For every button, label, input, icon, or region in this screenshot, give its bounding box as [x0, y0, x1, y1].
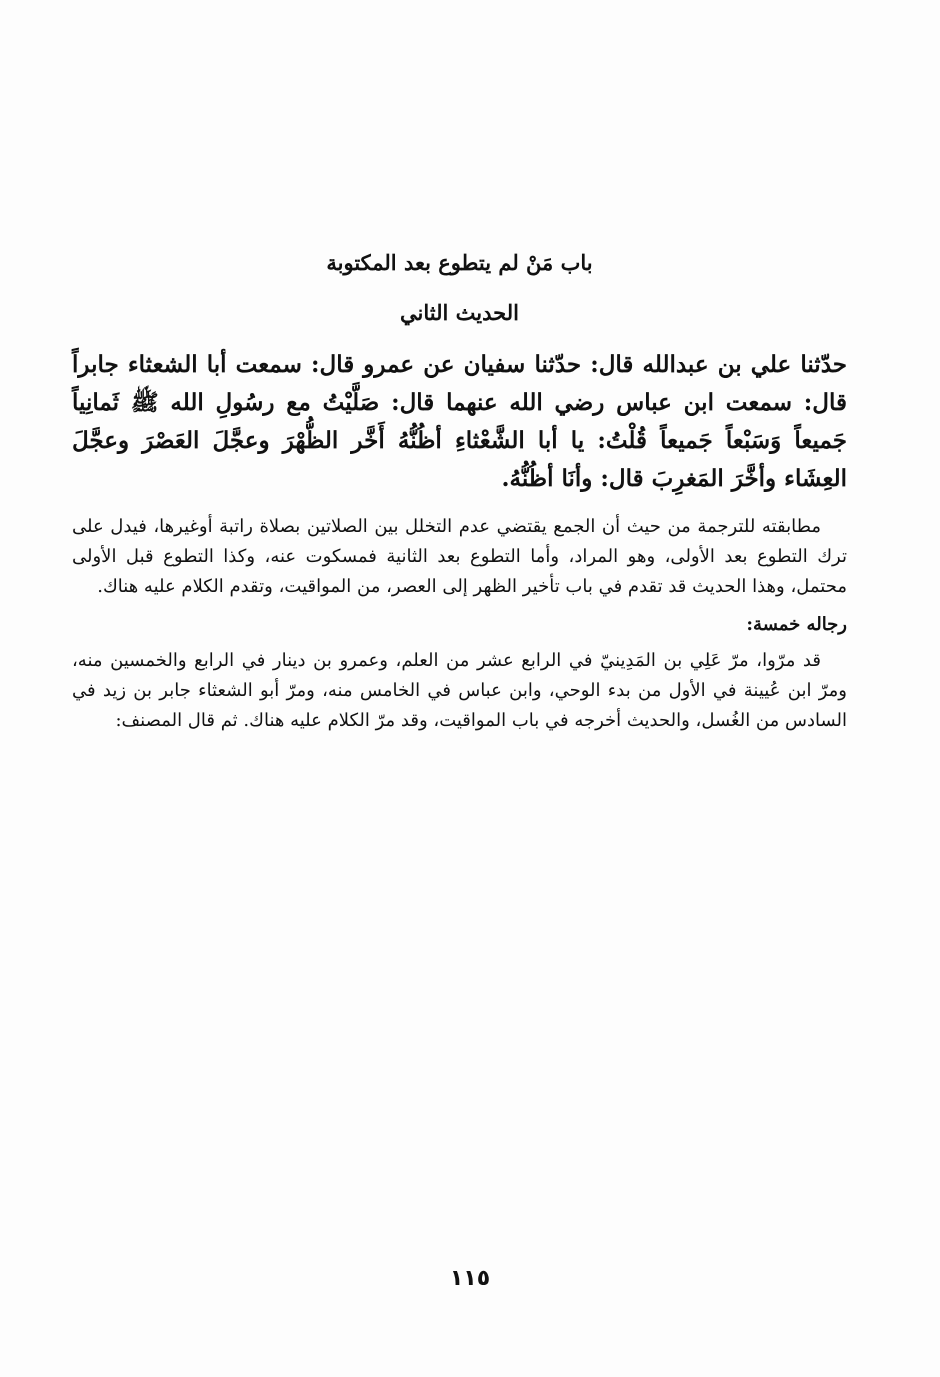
narrators-paragraph: قد مرّوا، مرّ عَلِي بن المَدِينيّ في الرابع عشر من العلم، وعمرو بن دينار في الرابع والخمسين منه، ومرّ ابن عُيينة في الأول من بدء الوحي، وابن عباس في الخامس منه، ومرّ أبو الشعثاء جابر بن زيد في السادس من الغُسل، والحديث أخرجه في باب المواقيت، وقد مرّ الكلام عليه هناك. ثم قال المصنف: — [72, 650, 847, 731]
chapter-title: باب مَنْ لم يتطوع بعد المكتوبة — [326, 250, 593, 275]
page-body — [72, 248, 847, 736]
commentary-paragraph: مطابقته للترجمة من حيث أن الجمع يقتضي عدم التخلل بين الصلاتين بصلاة راتبة أوغيرها، فيدل على ترك التطوع بعد الأولى، وهو المراد، وأما التطوع بعد الثانية فمسكوت عنه، وكذا التطوع قبل الأولى محتمل، وهذا الحديث قد تقدم في باب تأخير الظهر إلى العصر، من المواقيت، وتقدم الكلام عليه هناك. — [72, 516, 847, 597]
hadith-number: الحديث الثاني — [400, 300, 519, 325]
page-number: ١١٥ — [449, 1266, 491, 1291]
hadith-text: حدّثنا علي بن عبدالله قال: حدّثنا سفيان عن عمرو قال: سمعت أبا الشعثاء جابراً قال: سمعت ابن عباس رضي الله عنهما قال: صَلَّيْتُ مع رسُولِ الله ﷺ ثَمانِياً جَميعاً وَسَبْعاً جَميعاً قُلْتُ: يا أبا الشَّعْثاءِ أظُنُّهُ أَخَّر الظُّهْرَ وعجَّلَ العَصْرَ وعجَّلَ العِشَاء وأخَّرَ المَغرِبَ قال: وأنَا أظُنُّهُ. — [72, 351, 847, 492]
narrators-heading: رجاله خمسة: — [746, 614, 847, 635]
